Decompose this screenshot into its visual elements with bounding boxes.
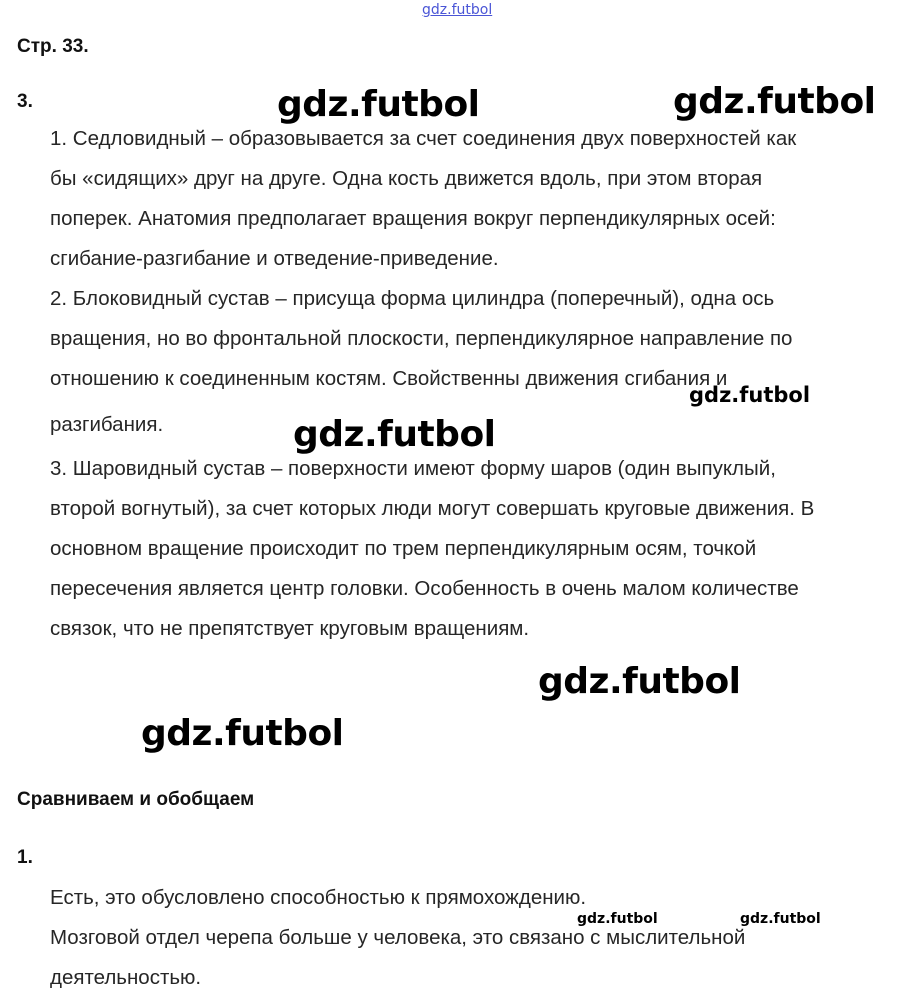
section-title: Сравниваем и обобщаем bbox=[17, 789, 255, 810]
answer-line: 2. Блоковидный сустав – присуща форма цилиндра (поперечный), одна ось bbox=[50, 287, 775, 310]
answer-line: поперек. Анатомия предполагает вращения вокруг перпендикулярных осей: bbox=[50, 207, 776, 230]
answer-line: вращения, но во фронтальной плоскости, перпендикулярное направление по bbox=[50, 327, 793, 350]
answer-line: Есть, это обусловлено способностью к прямохождению. bbox=[50, 886, 587, 909]
answer-line: 1. Седловидный – образовывается за счет соединения двух поверхностей как bbox=[50, 127, 797, 150]
task-3-number: 3. bbox=[17, 91, 33, 112]
watermark-text: gdz.futbol bbox=[538, 661, 741, 702]
watermark-text: gdz.futbol bbox=[141, 713, 344, 754]
watermark-text: gdz.futbol bbox=[740, 911, 821, 927]
answer-line: второй вогнутый), за счет которых люди могут совершать круговые движения. В bbox=[50, 497, 815, 520]
watermark-text: gdz.futbol bbox=[689, 383, 811, 407]
watermark-text: gdz.futbol bbox=[277, 84, 480, 125]
task-1-number: 1. bbox=[17, 847, 33, 868]
watermark-text: gdz.futbol bbox=[293, 414, 496, 455]
answer-line: 3. Шаровидный сустав – поверхности имеют форму шаров (один выпуклый, bbox=[50, 457, 776, 480]
answer-line: бы «сидящих» друг на друге. Одна кость движется вдоль, при этом вторая bbox=[50, 167, 763, 190]
answer-line: основном вращение происходит по трем перпендикулярным осям, точкой bbox=[50, 537, 757, 560]
watermark-text: gdz.futbol bbox=[673, 81, 876, 122]
answer-line: сгибание-разгибание и отведение-приведение. bbox=[50, 247, 499, 270]
answer-line: отношению к соединенным костям. Свойственны движения сгибания и bbox=[50, 367, 728, 390]
answer-line: разгибания. bbox=[50, 413, 164, 436]
answer-line: связок, что не препятствует круговым вращениям. bbox=[50, 617, 530, 640]
answer-line: деятельностью. bbox=[50, 966, 202, 989]
watermark-text: gdz.futbol bbox=[577, 911, 658, 927]
answer-line: пересечения является центр головки. Особенность в очень малом количестве bbox=[50, 577, 799, 600]
answer-line: Мозговой отдел черепа больше у человека, это связано с мыслительной bbox=[50, 926, 746, 949]
page-header: Стр. 33. bbox=[17, 36, 89, 57]
watermark-link-top[interactable]: gdz.futbol bbox=[422, 2, 493, 18]
